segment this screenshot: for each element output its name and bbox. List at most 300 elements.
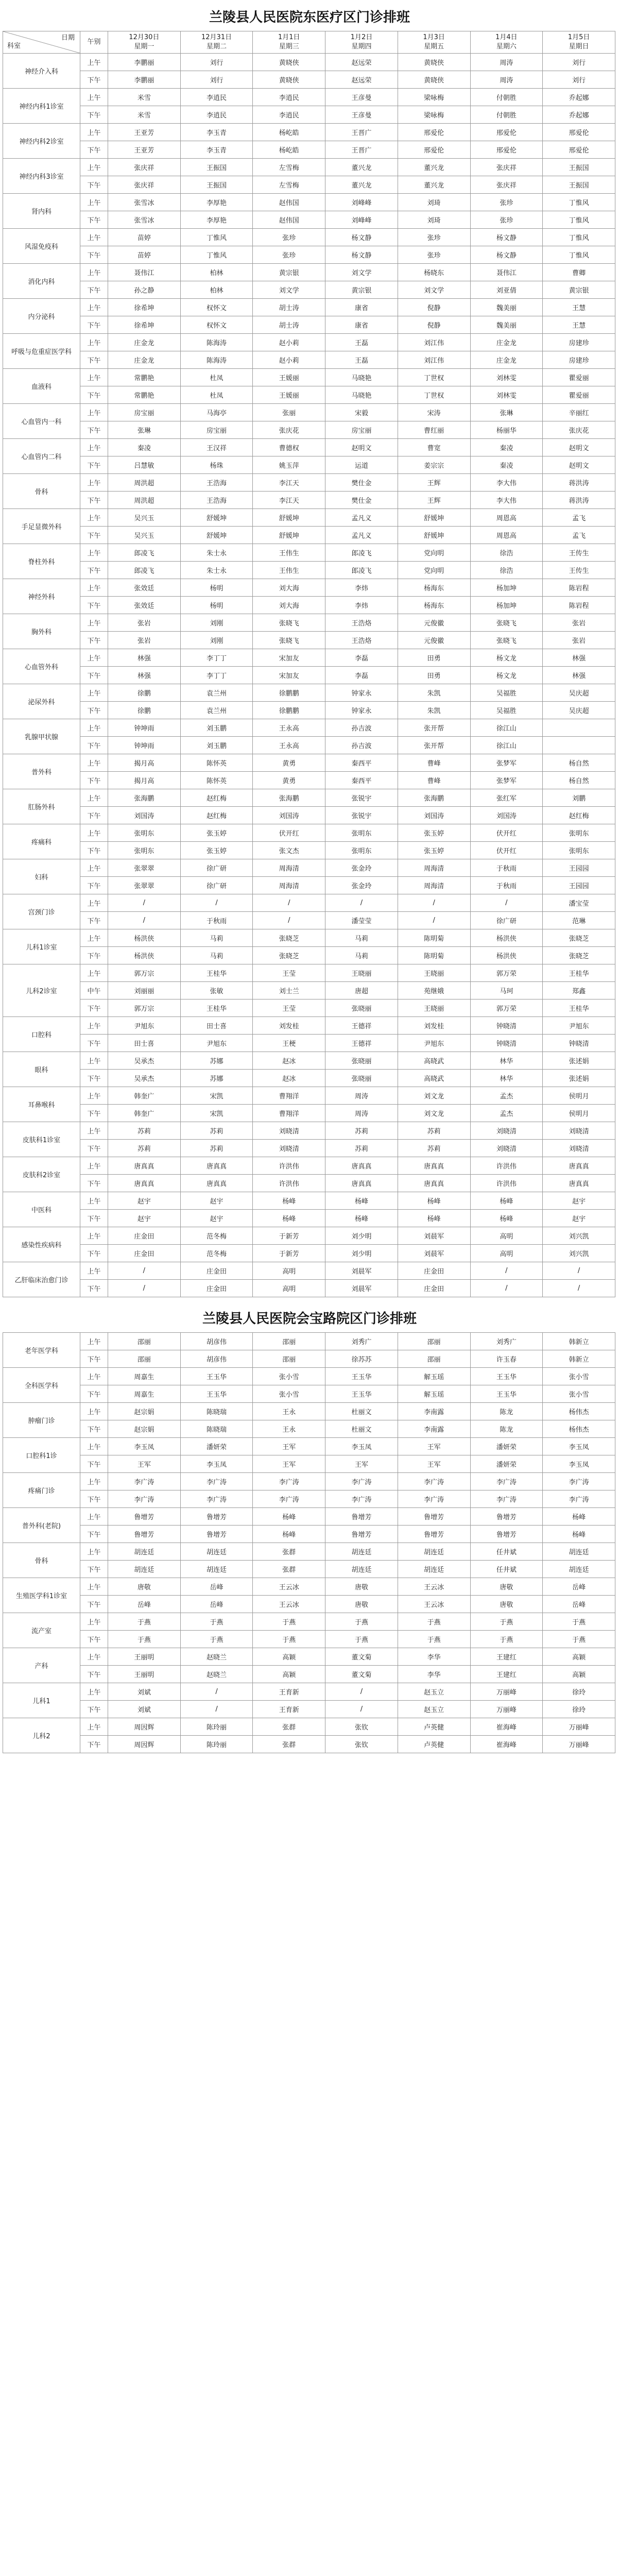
- department-name: 眼科: [3, 1052, 80, 1087]
- period-cell: 上午: [80, 894, 108, 912]
- doctor-cell: 张开帮: [398, 719, 470, 737]
- table-row: [3, 1245, 615, 1262]
- doctor-cell: 徐希坤: [108, 299, 181, 316]
- doctor-cell: 于燕: [325, 1631, 398, 1648]
- doctor-cell: 徐玲: [543, 1701, 615, 1718]
- doctor-cell: 杨文龙: [470, 649, 543, 667]
- table-row: [3, 54, 615, 71]
- table-row: [3, 351, 615, 369]
- doctor-cell: 苏莉: [325, 1140, 398, 1157]
- doctor-cell: 张明东: [108, 842, 181, 859]
- doctor-cell: 庄金龙: [108, 334, 181, 351]
- doctor-cell: 赵红梅: [543, 807, 615, 824]
- doctor-cell: 胡连廷: [398, 1543, 470, 1561]
- doctor-cell: 常鹏艳: [108, 369, 181, 386]
- doctor-cell: 姜宗宗: [398, 456, 470, 474]
- doctor-cell: 王慧: [543, 316, 615, 334]
- doctor-cell: 胡连廷: [180, 1561, 253, 1578]
- doctor-cell: 刘玉鹏: [180, 719, 253, 737]
- doctor-cell: 苏莉: [325, 1122, 398, 1140]
- table-row: [3, 1473, 615, 1490]
- table-row: [3, 1105, 615, 1122]
- doctor-cell: 潘宝莹: [543, 894, 615, 912]
- period-cell: 下午: [80, 421, 108, 439]
- period-cell: 下午: [80, 562, 108, 579]
- period-cell: 上午: [80, 1262, 108, 1280]
- doctor-cell: 李广涛: [180, 1473, 253, 1490]
- doctor-cell: 李玉青: [180, 141, 253, 159]
- doctor-cell: 宋凯: [180, 1087, 253, 1105]
- doctor-cell: 胡士涛: [253, 316, 325, 334]
- doctor-cell: 王振国: [543, 159, 615, 176]
- doctor-cell: 徐浩: [470, 562, 543, 579]
- doctor-cell: 张梦军: [470, 772, 543, 789]
- doctor-cell: 韩新立: [543, 1333, 615, 1350]
- doctor-cell: 张小雪: [543, 1368, 615, 1385]
- doctor-cell: 王军: [253, 1455, 325, 1473]
- doctor-cell: 赵玉立: [398, 1683, 470, 1701]
- doctor-cell: 马莉: [180, 947, 253, 964]
- doctor-cell: /: [253, 912, 325, 929]
- doctor-cell: 张晓丽: [325, 1070, 398, 1087]
- doctor-cell: 于燕: [398, 1613, 470, 1631]
- doctor-cell: 陈怀英: [180, 754, 253, 772]
- doctor-cell: 唐真真: [108, 1157, 181, 1175]
- doctor-cell: 郑鑫: [543, 982, 615, 999]
- schedule-table: [3, 1332, 615, 1753]
- doctor-cell: 庄金田: [180, 1280, 253, 1297]
- doctor-cell: 杨文静: [325, 229, 398, 246]
- doctor-cell: 黄晓侠: [398, 54, 470, 71]
- doctor-cell: 赵宇: [180, 1192, 253, 1210]
- doctor-cell: 黄勇: [253, 772, 325, 789]
- doctor-cell: 潘妍荣: [180, 1438, 253, 1455]
- doctor-cell: 高颖: [543, 1666, 615, 1683]
- table-row: [3, 141, 615, 159]
- table-row: [3, 369, 615, 386]
- doctor-cell: 胡彦伟: [180, 1350, 253, 1368]
- table-row: [3, 194, 615, 211]
- doctor-cell: 杨洪侠: [470, 947, 543, 964]
- doctor-cell: 马莉: [325, 929, 398, 947]
- doctor-cell: 陈晓瑞: [180, 1420, 253, 1438]
- doctor-cell: 陈晓瑞: [180, 1403, 253, 1420]
- table-row: [3, 176, 615, 194]
- department-name: 皮肤科2诊室: [3, 1157, 80, 1192]
- period-cell: 上午: [80, 614, 108, 632]
- doctor-cell: 马珂: [470, 982, 543, 999]
- doctor-cell: 刘发桂: [253, 1017, 325, 1035]
- doctor-cell: 张岩: [108, 632, 181, 649]
- doctor-cell: 王振国: [180, 176, 253, 194]
- department-name: 耳鼻喉科: [3, 1087, 80, 1122]
- period-cell: 上午: [80, 1508, 108, 1526]
- doctor-cell: 张玉婷: [398, 824, 470, 842]
- section-title: 兰陵县人民医院东医疗区门诊排班: [209, 10, 410, 25]
- table-row: [3, 264, 615, 281]
- doctor-cell: 杨峰: [470, 1192, 543, 1210]
- doctor-cell: 刘大海: [253, 597, 325, 614]
- doctor-cell: /: [108, 912, 181, 929]
- doctor-cell: 岳峰: [180, 1596, 253, 1613]
- doctor-cell: 张珍: [253, 229, 325, 246]
- doctor-cell: 赵宇: [108, 1210, 181, 1227]
- period-cell: 上午: [80, 264, 108, 281]
- doctor-cell: 唐真真: [325, 1175, 398, 1192]
- doctor-cell: 王晋广: [325, 124, 398, 141]
- doctor-cell: 唐敬: [325, 1578, 398, 1596]
- table-row: [3, 1403, 615, 1420]
- department-name: 神经内科3诊室: [3, 159, 80, 194]
- doctor-cell: 杜丽文: [325, 1420, 398, 1438]
- doctor-cell: 王晋广: [325, 141, 398, 159]
- doctor-cell: 于秋雨: [470, 877, 543, 894]
- doctor-cell: 杨峰: [253, 1192, 325, 1210]
- table-row: [3, 246, 615, 264]
- doctor-cell: 李广涛: [398, 1473, 470, 1490]
- department-name: 乳腺甲状腺: [3, 719, 80, 754]
- doctor-cell: 赵宇: [180, 1210, 253, 1227]
- period-cell: 下午: [80, 999, 108, 1017]
- corner-date-label: 日期: [61, 34, 75, 42]
- doctor-cell: 孟飞: [543, 527, 615, 544]
- doctor-cell: 张雪冰: [108, 194, 181, 211]
- doctor-cell: 张岩: [108, 614, 181, 632]
- doctor-cell: 朱士永: [180, 562, 253, 579]
- doctor-cell: 秦西平: [325, 754, 398, 772]
- table-row: [3, 1596, 615, 1613]
- doctor-cell: 刘林雯: [470, 386, 543, 404]
- doctor-cell: 徐玲: [543, 1683, 615, 1701]
- doctor-cell: 胡彦伟: [180, 1333, 253, 1350]
- doctor-cell: 张明东: [325, 824, 398, 842]
- doctor-cell: 王莹: [253, 999, 325, 1017]
- period-cell: 上午: [80, 824, 108, 842]
- doctor-cell: /: [470, 1280, 543, 1297]
- doctor-cell: 曹翔洋: [253, 1087, 325, 1105]
- table-row: [3, 509, 615, 527]
- doctor-cell: 周嘉生: [108, 1385, 181, 1403]
- doctor-cell: 刘行: [543, 54, 615, 71]
- doctor-cell: 房建珍: [543, 351, 615, 369]
- doctor-cell: 王浩海: [180, 492, 253, 509]
- doctor-cell: 高明: [253, 1280, 325, 1297]
- department-name: 儿科1: [3, 1683, 80, 1718]
- doctor-cell: 侯明月: [543, 1105, 615, 1122]
- period-cell: 上午: [80, 964, 108, 982]
- table-row: [3, 1280, 615, 1297]
- department-name: 疼痛门诊: [3, 1473, 80, 1508]
- doctor-cell: 张群: [253, 1543, 325, 1561]
- doctor-cell: 刘琦: [398, 194, 470, 211]
- doctor-cell: 张晓芝: [543, 947, 615, 964]
- table-row: [3, 1666, 615, 1683]
- doctor-cell: /: [543, 1280, 615, 1297]
- doctor-cell: 李大伟: [470, 474, 543, 492]
- doctor-cell: 刘晨军: [398, 1245, 470, 1262]
- doctor-cell: 岳峰: [543, 1578, 615, 1596]
- doctor-cell: 林强: [543, 667, 615, 684]
- doctor-cell: 岳峰: [108, 1596, 181, 1613]
- doctor-cell: 于燕: [470, 1613, 543, 1631]
- table-row: [3, 1333, 615, 1350]
- period-cell: 上午: [80, 1122, 108, 1140]
- doctor-cell: 杨洪侠: [108, 929, 181, 947]
- doctor-cell: 梁咏梅: [398, 89, 470, 106]
- doctor-cell: 王军: [108, 1455, 181, 1473]
- doctor-cell: 杨峰: [253, 1210, 325, 1227]
- doctor-cell: 王军: [398, 1455, 470, 1473]
- doctor-cell: 邵丽: [253, 1333, 325, 1350]
- doctor-cell: 宋凯: [180, 1105, 253, 1122]
- table-row: [3, 1561, 615, 1578]
- doctor-cell: 陈海涛: [180, 334, 253, 351]
- period-cell: 下午: [80, 1105, 108, 1122]
- doctor-cell: 唐真真: [543, 1157, 615, 1175]
- table-row: [3, 1718, 615, 1736]
- weekday-label: 星期五: [424, 43, 444, 50]
- doctor-cell: 李广涛: [253, 1490, 325, 1508]
- doctor-cell: 赵明文: [543, 439, 615, 456]
- doctor-cell: 周涛: [470, 71, 543, 89]
- doctor-cell: 苏莉: [398, 1140, 470, 1157]
- department-name: 血液科: [3, 369, 80, 404]
- doctor-cell: 张海鹏: [398, 789, 470, 807]
- doctor-cell: 苏娜: [180, 1070, 253, 1087]
- period-cell: 下午: [80, 351, 108, 369]
- doctor-cell: /: [470, 894, 543, 912]
- doctor-cell: 吴庆超: [543, 702, 615, 719]
- doctor-cell: 许洪伟: [253, 1175, 325, 1192]
- doctor-cell: 朱士永: [180, 544, 253, 562]
- doctor-cell: 邵丽: [108, 1333, 181, 1350]
- doctor-cell: 苏莉: [180, 1122, 253, 1140]
- doctor-cell: 丁世权: [398, 369, 470, 386]
- doctor-cell: 房宝丽: [108, 404, 181, 421]
- doctor-cell: 李磊: [325, 667, 398, 684]
- doctor-cell: 崔海峰: [470, 1736, 543, 1753]
- period-cell: 下午: [80, 597, 108, 614]
- doctor-cell: /: [398, 894, 470, 912]
- date-label: 1月2日: [350, 33, 373, 41]
- doctor-cell: 钟晓清: [543, 1035, 615, 1052]
- weekday-label: 星期六: [496, 43, 517, 50]
- doctor-cell: 李炜: [325, 579, 398, 597]
- doctor-cell: 王建红: [470, 1666, 543, 1683]
- doctor-cell: 邢爱伦: [470, 141, 543, 159]
- period-cell: 下午: [80, 702, 108, 719]
- period-cell: 下午: [80, 71, 108, 89]
- doctor-cell: 庄金田: [180, 1262, 253, 1280]
- doctor-cell: 林强: [543, 649, 615, 667]
- doctor-cell: 唐敬: [108, 1578, 181, 1596]
- period-cell: 下午: [80, 772, 108, 789]
- doctor-cell: 鲁增芳: [470, 1526, 543, 1543]
- doctor-cell: 王永: [253, 1420, 325, 1438]
- doctor-cell: 李广涛: [253, 1473, 325, 1490]
- doctor-cell: 杨峰: [543, 1526, 615, 1543]
- doctor-cell: 林强: [108, 667, 181, 684]
- doctor-cell: 唐真真: [398, 1157, 470, 1175]
- doctor-cell: 唐真真: [180, 1157, 253, 1175]
- doctor-cell: 张群: [253, 1736, 325, 1753]
- doctor-cell: 高颖: [253, 1666, 325, 1683]
- doctor-cell: 刘林雯: [470, 369, 543, 386]
- doctor-cell: 李丁丁: [180, 667, 253, 684]
- date-label: 12月30日: [129, 33, 160, 41]
- period-cell: 上午: [80, 404, 108, 421]
- table-row: [3, 281, 615, 299]
- doctor-cell: 张翠翠: [108, 859, 181, 877]
- period-cell: 上午: [80, 299, 108, 316]
- doctor-cell: 李逍民: [253, 89, 325, 106]
- doctor-cell: /: [108, 1280, 181, 1297]
- doctor-cell: 王云冰: [253, 1596, 325, 1613]
- period-cell: 下午: [80, 1210, 108, 1227]
- doctor-cell: 刘峰峰: [325, 194, 398, 211]
- doctor-cell: 胡士涛: [253, 299, 325, 316]
- doctor-cell: 孙吉波: [325, 719, 398, 737]
- doctor-cell: 刘士兰: [253, 982, 325, 999]
- doctor-cell: 杨海东: [398, 597, 470, 614]
- doctor-cell: 王振国: [180, 159, 253, 176]
- date-label: 1月1日: [278, 33, 300, 41]
- doctor-cell: 张钦: [325, 1736, 398, 1753]
- doctor-cell: 高晓武: [398, 1052, 470, 1070]
- doctor-cell: 赵伟国: [253, 194, 325, 211]
- doctor-cell: 胡连廷: [398, 1561, 470, 1578]
- doctor-cell: 曹德权: [253, 439, 325, 456]
- department-name: 骨科: [3, 1543, 80, 1578]
- doctor-cell: 尹旭东: [108, 1017, 181, 1035]
- doctor-cell: 张小雪: [543, 1385, 615, 1403]
- doctor-cell: 赵晓兰: [180, 1648, 253, 1666]
- doctor-cell: 杨峰: [398, 1192, 470, 1210]
- table-row: [3, 1543, 615, 1561]
- weekday-label: 星期三: [279, 43, 299, 50]
- doctor-cell: 李厚艳: [180, 211, 253, 229]
- doctor-cell: 刘晨军: [325, 1262, 398, 1280]
- table-row: [3, 1368, 615, 1385]
- doctor-cell: 钟家永: [325, 702, 398, 719]
- doctor-cell: 黄晓侠: [253, 71, 325, 89]
- doctor-cell: 韩新立: [543, 1350, 615, 1368]
- doctor-cell: 张玉婷: [180, 824, 253, 842]
- doctor-cell: 陈明菊: [398, 947, 470, 964]
- department-name: 胸外科: [3, 614, 80, 649]
- date-label: 1月3日: [423, 33, 445, 41]
- doctor-cell: 田士喜: [180, 1017, 253, 1035]
- doctor-cell: 瞿爱丽: [543, 386, 615, 404]
- doctor-cell: 鲁增芳: [108, 1526, 181, 1543]
- doctor-cell: 杨峰: [543, 1508, 615, 1526]
- doctor-cell: 乔起娜: [543, 106, 615, 124]
- doctor-cell: 王伟生: [253, 544, 325, 562]
- doctor-cell: 常鹏艳: [108, 386, 181, 404]
- doctor-cell: 左雪梅: [253, 176, 325, 194]
- period-cell: 上午: [80, 439, 108, 456]
- table-row: [3, 1140, 615, 1157]
- doctor-cell: 宋加友: [253, 649, 325, 667]
- period-cell: 下午: [80, 1666, 108, 1683]
- table-row: [3, 1157, 615, 1175]
- doctor-cell: 陈玲丽: [180, 1736, 253, 1753]
- doctor-cell: 元俊徽: [398, 614, 470, 632]
- doctor-cell: 付朝胜: [470, 89, 543, 106]
- doctor-cell: 刘晓清: [253, 1140, 325, 1157]
- doctor-cell: 张敏: [180, 982, 253, 999]
- doctor-cell: 曹卿: [543, 264, 615, 281]
- doctor-cell: 吴福胜: [470, 702, 543, 719]
- corner-dept-label: 科室: [7, 42, 21, 50]
- doctor-cell: 刘玉鹏: [180, 737, 253, 754]
- period-cell: 上午: [80, 1368, 108, 1385]
- doctor-cell: 高明: [470, 1227, 543, 1245]
- doctor-cell: 张锐宇: [325, 789, 398, 807]
- doctor-cell: 权怀文: [180, 299, 253, 316]
- doctor-cell: 杨屹皓: [253, 124, 325, 141]
- doctor-cell: 潘妍荣: [470, 1455, 543, 1473]
- period-cell: 下午: [80, 1140, 108, 1157]
- doctor-cell: 赵红梅: [180, 789, 253, 807]
- doctor-cell: 王军: [398, 1438, 470, 1455]
- doctor-cell: 樊仕金: [325, 474, 398, 492]
- period-cell: 下午: [80, 1420, 108, 1438]
- doctor-cell: 张文杰: [253, 842, 325, 859]
- doctor-cell: 李广涛: [543, 1473, 615, 1490]
- doctor-cell: 王传生: [543, 562, 615, 579]
- table-row: [3, 684, 615, 702]
- doctor-cell: 李逍民: [180, 89, 253, 106]
- doctor-cell: 姚玉萍: [253, 456, 325, 474]
- doctor-cell: 黄勇: [253, 754, 325, 772]
- doctor-cell: 张珍: [398, 246, 470, 264]
- header-corner: [3, 31, 80, 54]
- period-cell: 上午: [80, 1017, 108, 1035]
- doctor-cell: 庄金田: [108, 1227, 181, 1245]
- doctor-cell: 高晓武: [398, 1070, 470, 1087]
- doctor-cell: 范冬梅: [180, 1245, 253, 1262]
- table-row: [3, 1052, 615, 1070]
- doctor-cell: 张庆祥: [108, 176, 181, 194]
- doctor-cell: 李逍民: [253, 106, 325, 124]
- department-name: 妇科: [3, 859, 80, 894]
- doctor-cell: 高颖: [543, 1648, 615, 1666]
- doctor-cell: 许洪伟: [470, 1175, 543, 1192]
- table-row: [3, 1455, 615, 1473]
- doctor-cell: 孟杰: [470, 1087, 543, 1105]
- table-row: [3, 474, 615, 492]
- table-row: [3, 404, 615, 421]
- period-cell: 下午: [80, 1561, 108, 1578]
- doctor-cell: 许洪伟: [470, 1157, 543, 1175]
- table-row: [3, 1438, 615, 1455]
- doctor-cell: 赵明文: [543, 456, 615, 474]
- doctor-cell: 张群: [253, 1718, 325, 1736]
- period-cell: 下午: [80, 1350, 108, 1368]
- doctor-cell: 蒋洪涛: [543, 492, 615, 509]
- period-cell: 上午: [80, 789, 108, 807]
- department-name: 普外科: [3, 754, 80, 789]
- doctor-cell: 郎凌飞: [325, 562, 398, 579]
- period-cell: 下午: [80, 877, 108, 894]
- doctor-cell: 于秋雨: [470, 859, 543, 877]
- doctor-cell: 周海清: [398, 877, 470, 894]
- doctor-cell: 鲁增芳: [398, 1508, 470, 1526]
- doctor-cell: 陈怀英: [180, 772, 253, 789]
- table-row: [3, 1350, 615, 1368]
- table-row: [3, 719, 615, 737]
